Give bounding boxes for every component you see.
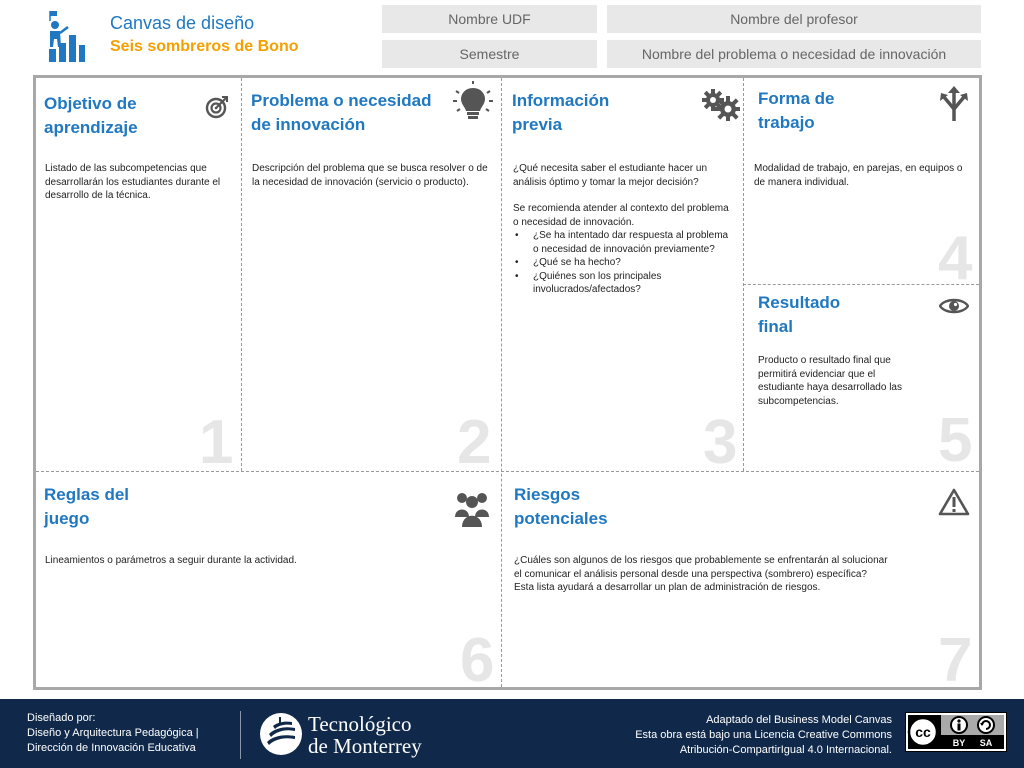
cell-6-number: 6 bbox=[460, 626, 495, 695]
group-icon bbox=[454, 491, 490, 527]
cell-3-bullet-list bbox=[513, 229, 733, 297]
designed-by: Diseñado por: Diseño y Arquitectura Pedagógica | Dirección de Innovación Educativa bbox=[27, 712, 199, 754]
cell-2-number: 2 bbox=[457, 408, 492, 477]
cc-sa-label: SA bbox=[979, 738, 993, 748]
divider-2-3 bbox=[501, 78, 502, 687]
list-item: • ¿Qué se ha hecho? bbox=[513, 256, 733, 270]
cell-6-text: Lineamientos o parámetros a seguir durante la actividad. bbox=[45, 555, 297, 566]
footer-separator bbox=[240, 711, 241, 759]
gears-icon bbox=[702, 89, 740, 121]
problem-name-field[interactable]: Nombre del problema o necesidad de innovación bbox=[607, 40, 981, 68]
cell-7-title: Riesgos potenciales bbox=[514, 485, 608, 528]
license-text: Adaptado del Business Model Canvas Esta obra está bajo una Licencia Creative Commons Atribución-CompartirIgual 4.0 Internacional. bbox=[635, 714, 892, 756]
cell-1-number: 1 bbox=[199, 408, 234, 477]
semester-field[interactable]: Semestre bbox=[382, 40, 597, 68]
divider-top-bottom bbox=[36, 471, 979, 472]
cell-1-title: Objetivo de aprendizaje bbox=[44, 94, 138, 137]
cell-2-text: Descripción del problema que se busca resolver o de la necesidad de innovación (servicio o producto). bbox=[252, 163, 488, 188]
cc-by-sa-badge[interactable] bbox=[905, 712, 1007, 752]
cell-7-number: 7 bbox=[938, 626, 973, 695]
cell-4-number: 4 bbox=[938, 224, 973, 293]
cc-mark: cc bbox=[915, 724, 931, 740]
cell-5-text: Producto o resultado final que permitirá evidenciar que el estudiante haya desarrollado las subcompetencias. bbox=[758, 355, 902, 407]
split-arrows-icon bbox=[939, 85, 969, 121]
cell-4-title: Forma de trabajo bbox=[758, 89, 835, 132]
warning-triangle-icon bbox=[938, 488, 970, 516]
udf-name-field[interactable]: Nombre UDF bbox=[382, 5, 597, 33]
divider-1-2 bbox=[241, 78, 242, 471]
divider-3-4 bbox=[743, 78, 744, 471]
cell-5-title: Resultado final bbox=[758, 293, 841, 336]
list-item: • ¿Quiénes son los principales involucrados/afectados? bbox=[513, 270, 733, 297]
cell-7-text: ¿Cuáles son algunos de los riesgos que probablemente se enfrentarán al solucionar el comunicar el análisis personal desde una perspectiva (sombrero) específica? Esta lista ayudará a desarrollar un plan de administración de riesgos. bbox=[514, 555, 888, 593]
cell-3-text: ¿Qué necesita saber el estudiante hacer un análisis óptimo y tomar la mejor decisión? Se recomienda atender al contexto del problema o necesidad de innovación. • ¿Se ha intentado dar respuesta al problema o necesidad de innovación previamente? • ¿Qué se ha hecho? • ¿Quiénes son los principales involucrados/afectados? bbox=[513, 162, 733, 297]
tec-seal-icon bbox=[259, 712, 303, 756]
cell-1-text: Listado de las subcompetencias que desarrollarán los estudiantes durante el desarrollo de la técnica. bbox=[45, 163, 221, 201]
cc-by-label: BY bbox=[952, 738, 966, 748]
footer bbox=[0, 699, 1024, 768]
canvas-subtitle: Seis sombreros de Bono bbox=[110, 38, 299, 55]
teacher-name-field[interactable]: Nombre del profesor bbox=[607, 5, 981, 33]
cell-3-title: Información previa bbox=[512, 91, 610, 134]
target-icon bbox=[205, 95, 229, 119]
canvas-title: Canvas de diseño bbox=[110, 13, 255, 33]
design-canvas bbox=[33, 75, 982, 695]
lightbulb-icon bbox=[452, 81, 494, 123]
cell-5-number: 5 bbox=[938, 406, 973, 475]
tec-logo-text: Tecnológico de Monterrey bbox=[308, 712, 422, 758]
cell-2-title: Problema o necesidad de innovación bbox=[251, 91, 432, 134]
cell-3-number: 3 bbox=[703, 408, 738, 477]
eye-icon bbox=[939, 296, 969, 316]
cell-4-text: Modalidad de trabajo, en parejas, en equipos o de manera individual. bbox=[754, 163, 963, 188]
person-podium-chart-icon bbox=[46, 9, 86, 63]
list-item: • ¿Se ha intentado dar respuesta al problema o necesidad de innovación previamente? bbox=[513, 229, 733, 256]
cell-6-title: Reglas del juego bbox=[44, 485, 130, 528]
